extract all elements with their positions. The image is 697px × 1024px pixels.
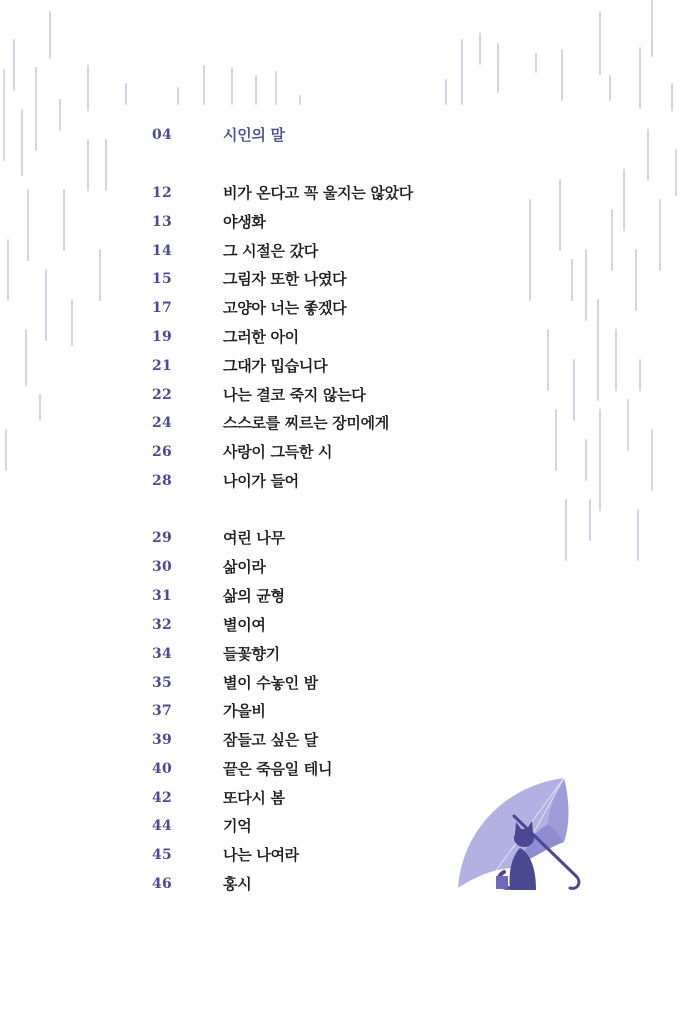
page-number: 26 — [152, 444, 173, 460]
entry-title: 사랑이 그득한 시 — [223, 443, 333, 461]
page-number: 28 — [152, 473, 173, 489]
page-number: 39 — [152, 732, 173, 748]
page-number: 12 — [152, 185, 173, 201]
page-number: 17 — [152, 300, 173, 316]
entry-title: 별이여 — [223, 616, 266, 634]
toc-entry[interactable] — [150, 297, 570, 319]
toc-entry-preface[interactable] — [150, 124, 570, 146]
entry-title: 들꽃향기 — [223, 645, 280, 663]
toc-entry[interactable] — [150, 470, 570, 492]
page-number: 04 — [152, 127, 173, 143]
page-number: 21 — [152, 358, 173, 374]
toc-entry[interactable] — [150, 412, 570, 434]
entry-title: 가을비 — [223, 702, 266, 720]
toc-entry[interactable] — [150, 585, 570, 607]
entry-title: 나는 결코 죽지 않는다 — [223, 386, 366, 404]
entry-title: 삶의 균형 — [223, 587, 285, 605]
page-number: 42 — [152, 790, 173, 806]
toc-entry[interactable] — [150, 384, 570, 406]
page-number: 31 — [152, 588, 173, 604]
page-number: 30 — [152, 559, 173, 575]
page-number: 24 — [152, 415, 173, 431]
book-icon — [496, 876, 508, 889]
entry-title: 그대가 밉습니다 — [223, 357, 328, 375]
toc-entry[interactable] — [150, 729, 570, 751]
toc-entry[interactable] — [150, 240, 570, 262]
toc-entry[interactable] — [150, 182, 570, 204]
entry-title: 비가 온다고 꼭 울지는 않았다 — [223, 184, 413, 202]
page-number: 37 — [152, 703, 173, 719]
page-number: 32 — [152, 617, 173, 633]
entry-title: 잠들고 싶은 달 — [223, 731, 318, 749]
toc-entry[interactable] — [150, 672, 570, 694]
umbrella-cat-illustration — [452, 772, 587, 897]
page-number: 15 — [152, 271, 173, 287]
toc-entry[interactable] — [150, 355, 570, 377]
page-number: 44 — [152, 818, 173, 834]
entry-title: 나이가 들어 — [223, 472, 299, 490]
entry-title: 시인의 말 — [223, 126, 285, 144]
page-number: 22 — [152, 387, 173, 403]
toc-entry[interactable] — [150, 441, 570, 463]
page-number: 13 — [152, 214, 173, 230]
entry-title: 삶이라 — [223, 558, 266, 576]
entry-title: 야생화 — [223, 213, 266, 231]
toc-entry[interactable] — [150, 700, 570, 722]
entry-title: 기억 — [223, 817, 252, 835]
page-number: 40 — [152, 761, 173, 777]
toc-entry[interactable] — [150, 268, 570, 290]
entry-title: 여린 나무 — [223, 529, 285, 547]
entry-title: 홍시 — [223, 875, 252, 893]
page-number: 45 — [152, 847, 173, 863]
entry-title: 끝은 죽음일 테니 — [223, 760, 333, 778]
page-number: 19 — [152, 329, 173, 345]
page-number: 29 — [152, 530, 173, 546]
page-number: 35 — [152, 675, 173, 691]
toc-entry[interactable] — [150, 614, 570, 636]
entry-title: 그 시절은 갔다 — [223, 242, 318, 260]
page-number: 46 — [152, 876, 173, 892]
entry-title: 그림자 또한 나였다 — [223, 270, 347, 288]
toc-entry[interactable] — [150, 211, 570, 233]
toc-entry[interactable] — [150, 527, 570, 549]
entry-title: 고양아 너는 좋겠다 — [223, 299, 347, 317]
entry-title: 그러한 아이 — [223, 328, 299, 346]
toc-entry[interactable] — [150, 326, 570, 348]
page-number: 34 — [152, 646, 173, 662]
toc-entry[interactable] — [150, 643, 570, 665]
toc-entry[interactable] — [150, 556, 570, 578]
entry-title: 나는 나여라 — [223, 846, 299, 864]
entry-title: 또다시 봄 — [223, 789, 285, 807]
entry-title: 별이 수놓인 밤 — [223, 674, 318, 692]
page-number: 14 — [152, 243, 173, 259]
entry-title: 스스로를 찌르는 장미에게 — [223, 414, 389, 432]
